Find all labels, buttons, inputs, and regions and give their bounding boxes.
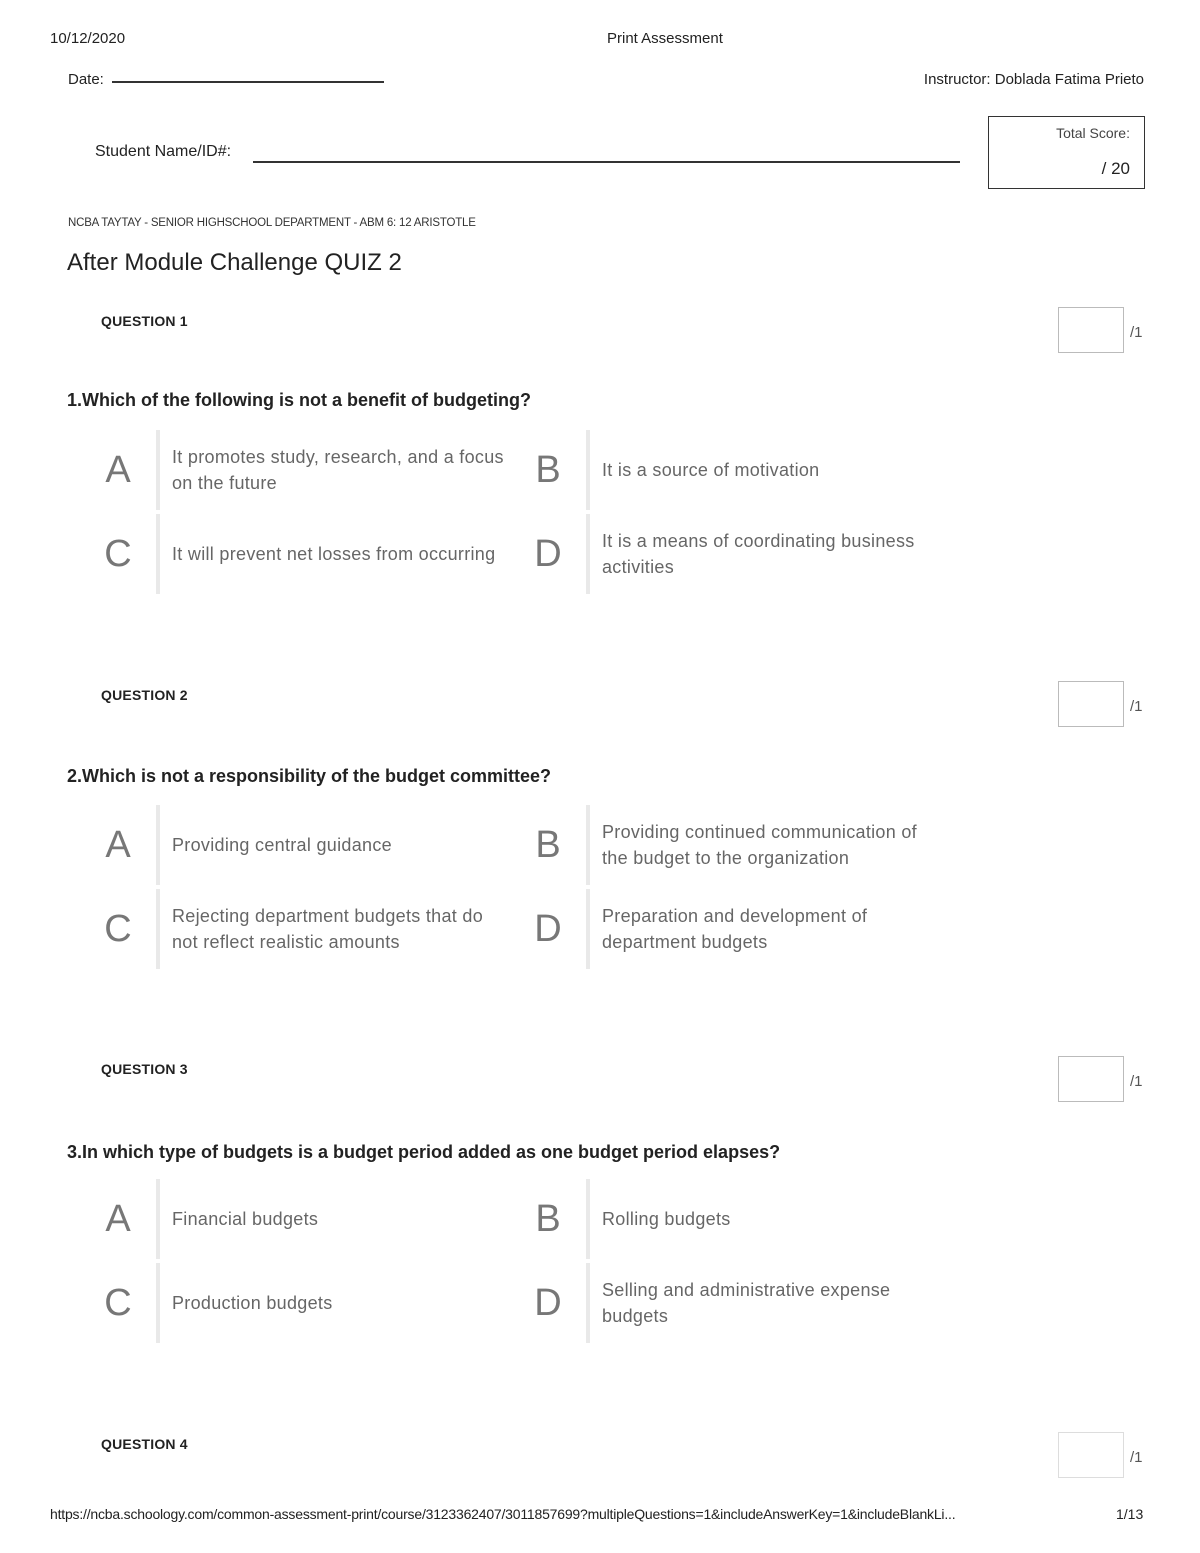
student-name-line <box>253 161 960 163</box>
question-3-score-input[interactable] <box>1058 1056 1124 1102</box>
option-divider <box>156 1263 160 1343</box>
option-divider <box>586 889 590 969</box>
question-3-option-a[interactable] <box>90 1179 520 1259</box>
student-name-label: Student Name/ID#: <box>95 143 232 160</box>
option-divider <box>156 1179 160 1259</box>
option-divider <box>156 805 160 885</box>
option-divider <box>586 514 590 594</box>
option-divider <box>156 430 160 510</box>
question-2-option-d[interactable] <box>520 889 950 969</box>
option-divider <box>586 1179 590 1259</box>
option-divider <box>586 805 590 885</box>
date-line <box>112 81 384 83</box>
instructor-name: Instructor: Doblada Fatima Prieto <box>923 71 1144 88</box>
question-2-score-input[interactable] <box>1058 681 1124 727</box>
footer-page-number: 1/13 <box>1116 1506 1144 1522</box>
option-text: It is a means of coordinating business activities <box>602 531 915 577</box>
question-1-text: 1.Which of the following is not a benefit of budgeting? <box>67 390 531 410</box>
course-line: NCBA TAYTAY - SENIOR HIGHSCHOOL DEPARTMENT - ABM 6: 12 ARISTOTLE <box>68 217 476 229</box>
option-letter: A <box>105 824 131 866</box>
option-letter: C <box>104 1282 132 1324</box>
total-score-value: / 20 <box>1101 159 1130 178</box>
option-letter: D <box>534 908 562 950</box>
question-3-text: 3.In which type of budgets is a budget period added as one budget period elapses? <box>67 1142 781 1162</box>
option-text: Rejecting department budgets that do not reflect realistic amounts <box>172 906 483 952</box>
option-letter: B <box>535 449 561 491</box>
question-3-option-c[interactable] <box>90 1263 520 1343</box>
question-2-option-c[interactable] <box>90 889 520 969</box>
total-score-box <box>988 116 1145 189</box>
option-letter: A <box>105 1198 131 1240</box>
question-4-score-input[interactable] <box>1058 1432 1124 1478</box>
print-date: 10/12/2020 <box>50 30 126 47</box>
question-1-option-b[interactable] <box>520 430 950 510</box>
option-divider <box>586 430 590 510</box>
option-text: It is a source of motivation <box>602 460 820 480</box>
question-1-points: /1 <box>1130 324 1143 341</box>
quiz-title: After Module Challenge QUIZ 2 <box>67 249 402 276</box>
option-text: Production budgets <box>172 1293 333 1313</box>
question-1-option-c[interactable] <box>90 514 520 594</box>
option-text: Financial budgets <box>172 1209 319 1229</box>
date-label: Date: <box>68 71 104 88</box>
option-text: Providing continued communication of the budget to the organization <box>602 822 917 868</box>
option-text: It will prevent net losses from occurring <box>172 544 496 564</box>
option-divider <box>586 1263 590 1343</box>
question-2-points: /1 <box>1130 698 1143 715</box>
total-score-label: Total Score: <box>1056 125 1130 141</box>
question-4-points: /1 <box>1130 1449 1143 1466</box>
question-3-label: QUESTION 3 <box>101 1061 188 1077</box>
option-text: Rolling budgets <box>602 1209 731 1229</box>
option-letter: A <box>105 449 131 491</box>
option-text: Preparation and development of department budgets <box>602 906 868 952</box>
question-1-score-input[interactable] <box>1058 307 1124 353</box>
option-text: Selling and administrative expense budgets <box>602 1280 891 1326</box>
question-3-points: /1 <box>1130 1073 1143 1090</box>
option-letter: C <box>104 533 132 575</box>
question-2-option-b[interactable] <box>520 805 950 885</box>
option-letter: C <box>104 908 132 950</box>
question-1-label: QUESTION 1 <box>101 313 188 329</box>
question-2-option-a[interactable] <box>90 805 520 885</box>
question-3-option-d[interactable] <box>520 1263 950 1343</box>
question-2-text: 2.Which is not a responsibility of the budget committee? <box>67 766 552 786</box>
option-text: Providing central guidance <box>172 835 392 855</box>
option-letter: D <box>534 533 562 575</box>
option-divider <box>156 889 160 969</box>
option-letter: D <box>534 1282 562 1324</box>
option-letter: B <box>535 824 561 866</box>
question-1-option-a[interactable] <box>90 430 520 510</box>
print-title: Print Assessment <box>607 30 723 47</box>
question-1-option-d[interactable] <box>520 514 950 594</box>
option-divider <box>156 514 160 594</box>
option-letter: B <box>535 1198 561 1240</box>
footer-url: https://ncba.schoology.com/common-assessment-print/course/3123362407/3011857699?multipleQuestions=1&includeAnswerKey=1&includeBlankLi... <box>50 1506 956 1522</box>
question-2-label: QUESTION 2 <box>101 687 188 703</box>
question-3-option-b[interactable] <box>520 1179 950 1259</box>
question-4-label: QUESTION 4 <box>101 1436 188 1452</box>
option-text: It promotes study, research, and a focus on the future <box>172 447 504 493</box>
